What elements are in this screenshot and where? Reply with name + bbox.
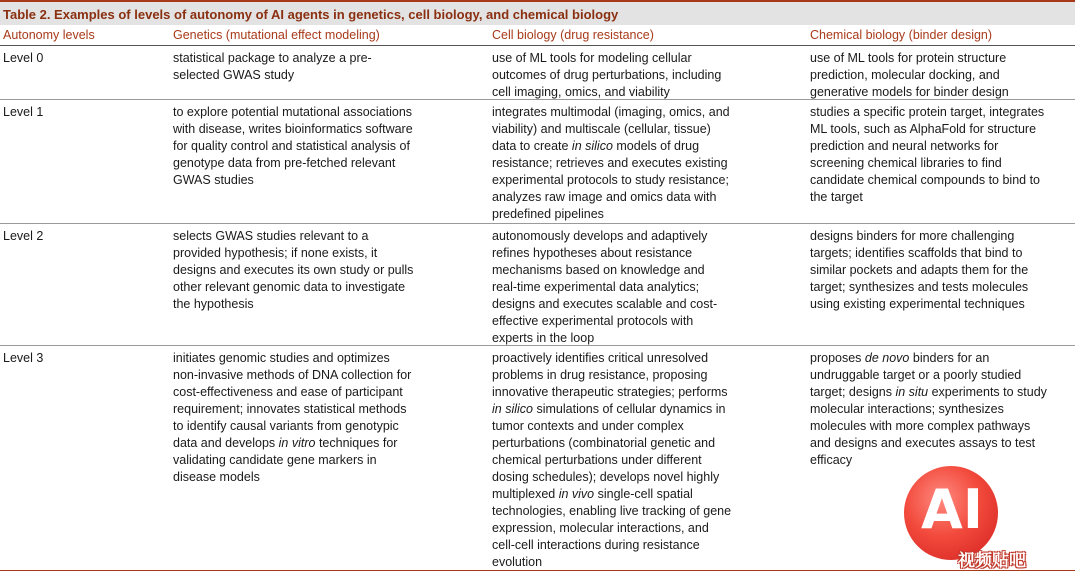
cell-text-line: proactively identifies critical unresolved: [492, 351, 709, 365]
table-title: Table 2. Examples of levels of autonomy of AI agents in genetics, cell biology, and chemical biology: [0, 0, 1075, 25]
header-autonomy-levels: Autonomy levels: [3, 28, 95, 42]
cell-autonomy-level: Level 0: [3, 51, 44, 65]
header-genetics: Genetics (mutational effect modeling): [173, 28, 380, 42]
cell-text-line: proposes de novo binders for an: [810, 351, 990, 365]
cell-text-line: with disease, writes bioinformatics software: [173, 122, 413, 136]
cell-text-line: selects GWAS studies relevant to a: [173, 229, 369, 243]
watermark-logo-text: AI: [921, 478, 983, 541]
cell-text-line: the target: [810, 190, 863, 204]
cell-cell-biology: [492, 350, 731, 571]
cell-text-line: cell imaging, omics, and viability: [492, 85, 670, 99]
cell-text-line: tumor contexts and under complex: [492, 419, 684, 433]
cell-chemical-biology: [810, 104, 1044, 206]
table-row: [0, 224, 1075, 346]
cell-text-line: problems in drug resistance, proposing: [492, 368, 708, 382]
cell-text-line: experts in the loop: [492, 331, 595, 345]
cell-text-line: dosing schedules); develops novel highly: [492, 470, 720, 484]
cell-text-line: expression, molecular interactions, and: [492, 521, 709, 535]
cell-text-line: outcomes of drug perturbations, including: [492, 68, 722, 82]
cell-text-line: molecules with more complex pathways: [810, 419, 1031, 433]
cell-text-line: designs and executes its own study or pulls: [173, 263, 414, 277]
cell-text-line: candidate chemical compounds to bind to: [810, 173, 1041, 187]
table-row: [0, 100, 1075, 224]
cell-cell-biology: [492, 228, 717, 347]
cell-text-line: similar pockets and adapts them for the: [810, 263, 1029, 277]
cell-text-line: undruggable target or a poorly studied: [810, 368, 1022, 382]
cell-text-line: screening chemical libraries to find: [810, 156, 1002, 170]
cell-text-line: designs and executes scalable and cost-: [492, 297, 718, 311]
cell-text-line: to explore potential mutational associations: [173, 105, 413, 119]
cell-autonomy-level: Level 2: [3, 229, 44, 243]
cell-chemical-biology: [810, 228, 1028, 313]
cell-text-line: ML tools, such as AlphaFold for structure: [810, 122, 1037, 136]
cell-text-line: to identify causal variants from genotypic: [173, 419, 399, 433]
cell-text-line: validating candidate gene markers in: [173, 453, 377, 467]
cell-text-line: prediction and neural networks for: [810, 139, 999, 153]
watermark-caption: 视频贴吧: [958, 551, 1026, 570]
table-row: [0, 46, 1075, 100]
cell-genetics: [173, 350, 411, 486]
cell-text-line: technologies, enabling live tracking of gene: [492, 504, 732, 518]
cell-text-line: molecular interactions; synthesizes: [810, 402, 1004, 416]
cell-genetics: [173, 228, 413, 313]
cell-text-line: prediction, molecular docking, and: [810, 68, 1000, 82]
cell-text-line: targets; identifies scaffolds that bind to: [810, 246, 1023, 260]
cell-text-line: perturbations (combinatorial genetic and: [492, 436, 716, 450]
cell-text-line: statistical package to analyze a pre-: [173, 51, 372, 65]
watermark-logo: [898, 462, 1078, 574]
header-cell-biology: Cell biology (drug resistance): [492, 28, 654, 42]
cell-text-line: autonomously develops and adaptively: [492, 229, 708, 243]
cell-autonomy-level: Level 3: [3, 351, 44, 365]
cell-text-line: for quality control and statistical analysis of: [173, 139, 410, 153]
cell-text-line: in silico simulations of cellular dynamics in: [492, 402, 726, 416]
table-header-row: [0, 25, 1075, 46]
cell-text-line: generative models for binder design: [810, 85, 1009, 99]
cell-text-line: designs binders for more challenging: [810, 229, 1015, 243]
cell-chemical-biology: [810, 350, 1047, 469]
cell-text-line: provided hypothesis; if none exists, it: [173, 246, 378, 260]
cell-text-line: evolution: [492, 555, 543, 569]
cell-text-line: data to create in silico models of drug: [492, 139, 700, 153]
cell-text-line: real-time experimental data analytics;: [492, 280, 700, 294]
cell-text-line: use of ML tools for protein structure: [810, 51, 1007, 65]
cell-text-line: other relevant genomic data to investigate: [173, 280, 406, 294]
cell-autonomy-level: Level 1: [3, 105, 44, 119]
cell-text-line: the hypothesis: [173, 297, 254, 311]
cell-text-line: predefined pipelines: [492, 207, 604, 221]
header-chemical-biology: Chemical biology (binder design): [810, 28, 993, 42]
cell-text-line: disease models: [173, 470, 260, 484]
cell-text-line: cell-cell interactions during resistance: [492, 538, 700, 552]
cell-text-line: GWAS studies: [173, 173, 254, 187]
cell-text-line: genotype data from pre-fetched relevant: [173, 156, 396, 170]
cell-cell-biology: [492, 104, 730, 223]
cell-text-line: mechanisms based on knowledge and: [492, 263, 705, 277]
cell-text-line: target; designs in situ experiments to study: [810, 385, 1047, 399]
cell-text-line: and designs and executes assays to test: [810, 436, 1036, 450]
cell-text-line: integrates multimodal (imaging, omics, and: [492, 105, 730, 119]
cell-text-line: chemical perturbations under different: [492, 453, 702, 467]
cell-text-line: data and develops in vitro techniques for: [173, 436, 398, 450]
cell-text-line: use of ML tools for modeling cellular: [492, 51, 692, 65]
cell-cell-biology: [492, 50, 721, 101]
cell-text-line: non-invasive methods of DNA collection for: [173, 368, 412, 382]
cell-text-line: requirement; innovates statistical methods: [173, 402, 407, 416]
cell-text-line: target; synthesizes and tests molecules: [810, 280, 1029, 294]
cell-text-line: resistance; retrieves and executes existing: [492, 156, 728, 170]
cell-genetics: [173, 50, 372, 84]
cell-text-line: efficacy: [810, 453, 853, 467]
cell-text-line: analyzes raw image and omics data with: [492, 190, 717, 204]
cell-text-line: effective experimental protocols with: [492, 314, 694, 328]
cell-text-line: using existing experimental techniques: [810, 297, 1025, 311]
cell-text-line: initiates genomic studies and optimizes: [173, 351, 390, 365]
cell-genetics: [173, 104, 413, 189]
cell-chemical-biology: [810, 50, 1009, 101]
cell-text-line: refines hypotheses about resistance: [492, 246, 693, 260]
cell-text-line: cost-effectiveness and ease of participant: [173, 385, 403, 399]
cell-text-line: viability) and multiscale (cellular, tissue): [492, 122, 711, 136]
cell-text-line: innovative therapeutic strategies; performs: [492, 385, 728, 399]
cell-text-line: selected GWAS study: [173, 68, 295, 82]
cell-text-line: multiplexed in vivo single-cell spatial: [492, 487, 693, 501]
cell-text-line: experimental protocols to study resistance;: [492, 173, 729, 187]
cell-text-line: studies a specific protein target, integrates: [810, 105, 1045, 119]
